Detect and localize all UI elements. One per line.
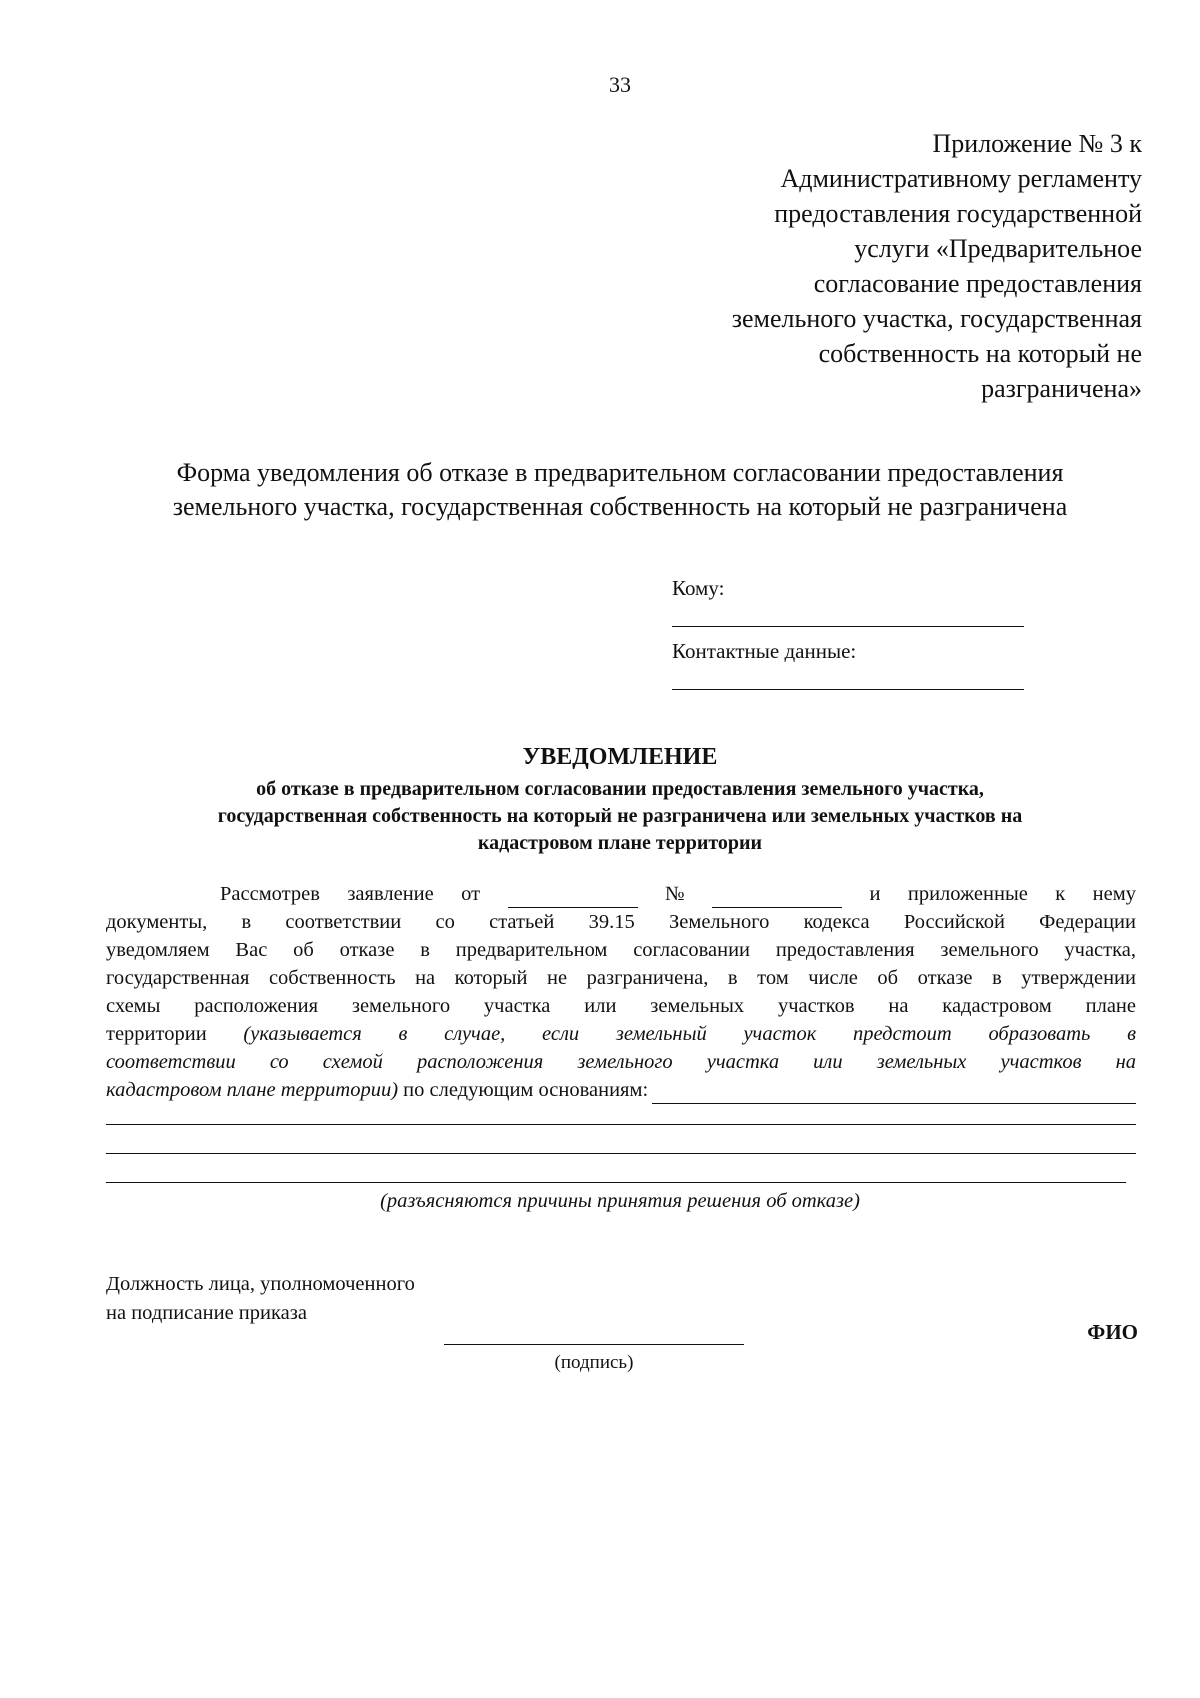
body-word: и — [869, 883, 881, 905]
form-title-line: Форма уведомления об отказе в предварительном согласовании предоставления — [176, 458, 1064, 487]
body-line-mixed — [106, 1020, 1136, 1048]
official-position-label — [106, 1270, 415, 1328]
fio-label: ФИО — [1087, 1320, 1138, 1344]
application-number-blank[interactable] — [712, 889, 842, 908]
body-line: государственная собственность на который не разграничена, в том числе об отказе в утверждении — [106, 967, 1136, 989]
grounds-field-line[interactable] — [652, 1083, 1136, 1104]
body-word: нему — [1092, 883, 1136, 905]
signature-line[interactable] — [444, 1344, 744, 1345]
page-number: 33 — [609, 72, 631, 97]
grounds-blank-line[interactable] — [106, 1124, 1136, 1125]
body-word: от — [461, 883, 481, 905]
body-word: к — [1055, 883, 1066, 905]
appendix-line: согласование предоставления — [813, 269, 1142, 298]
notice-body — [106, 880, 1136, 1104]
grounds-blank-line[interactable] — [106, 1153, 1136, 1154]
notice-title: УВЕДОМЛЕНИЕ — [522, 744, 718, 770]
contacts-label: Контактные данные: — [672, 639, 857, 663]
number-sign: № — [665, 883, 685, 905]
position-line: на подписание приказа — [106, 1302, 307, 1324]
appendix-line: услуги «Предварительное — [854, 234, 1142, 263]
notice-subtitle-line: об отказе в предварительном согласовании предоставления земельного участка, — [256, 778, 984, 800]
notice-subtitle-line: государственная собственность на который не разграничена или земельных участков на — [217, 805, 1023, 827]
appendix-line: собственность на который не — [818, 339, 1142, 368]
body-text-regular: по следующим основаниям: — [398, 1079, 649, 1101]
body-line: документы, в соответствии со статьей 39.15 Земельного кодекса Российской Федерации — [106, 911, 1136, 933]
recipient-block — [672, 574, 1032, 690]
notice-subtitle — [100, 776, 1140, 857]
body-line-italic: соответствии со схемой расположения земельного участка или земельных участков на — [106, 1051, 1136, 1073]
body-text-regular: территории — [106, 1023, 207, 1045]
appendix-line: предоставления государственной — [774, 199, 1142, 228]
application-date-blank[interactable] — [508, 889, 638, 908]
appendix-line: Приложение № 3 к — [932, 129, 1142, 158]
body-line: схемы расположения земельного участка или земельных участков на кадастровом плане — [106, 995, 1136, 1017]
form-title-line: земельного участка, государственная собственность на который не разграничена — [172, 492, 1068, 521]
body-word: Рассмотрев — [220, 883, 320, 905]
signature-caption: (подпись) — [554, 1352, 634, 1373]
appendix-header — [622, 126, 1142, 406]
appendix-line: Административному регламенту — [780, 164, 1142, 193]
grounds-blank-lines — [106, 1124, 1136, 1183]
body-first-line — [106, 880, 1136, 908]
reasons-caption: (разъясняются причины принятия решения об отказе) — [380, 1190, 860, 1212]
appendix-line: земельного участка, государственная — [731, 304, 1142, 333]
body-word: заявление — [347, 883, 434, 905]
body-word: приложенные — [907, 883, 1028, 905]
position-line: Должность лица, уполномоченного — [106, 1273, 415, 1295]
form-title — [110, 456, 1130, 524]
body-line: уведомляем Вас об отказе в предварительном согласовании предоставления земельного участка, — [106, 939, 1136, 961]
body-text-italic: кадастровом плане территории) — [106, 1079, 399, 1101]
body-text-italic: (указывается в случае, если земельный участок предстоит образовать в — [243, 1023, 1136, 1045]
to-label: Кому: — [672, 576, 725, 600]
appendix-line: разграничена» — [981, 374, 1142, 403]
body-last-line — [106, 1076, 1136, 1104]
to-field-line[interactable] — [672, 626, 1024, 627]
grounds-blank-line[interactable] — [106, 1182, 1126, 1183]
notice-subtitle-line: кадастровом плане территории — [477, 832, 763, 854]
contacts-field-line[interactable] — [672, 689, 1024, 690]
